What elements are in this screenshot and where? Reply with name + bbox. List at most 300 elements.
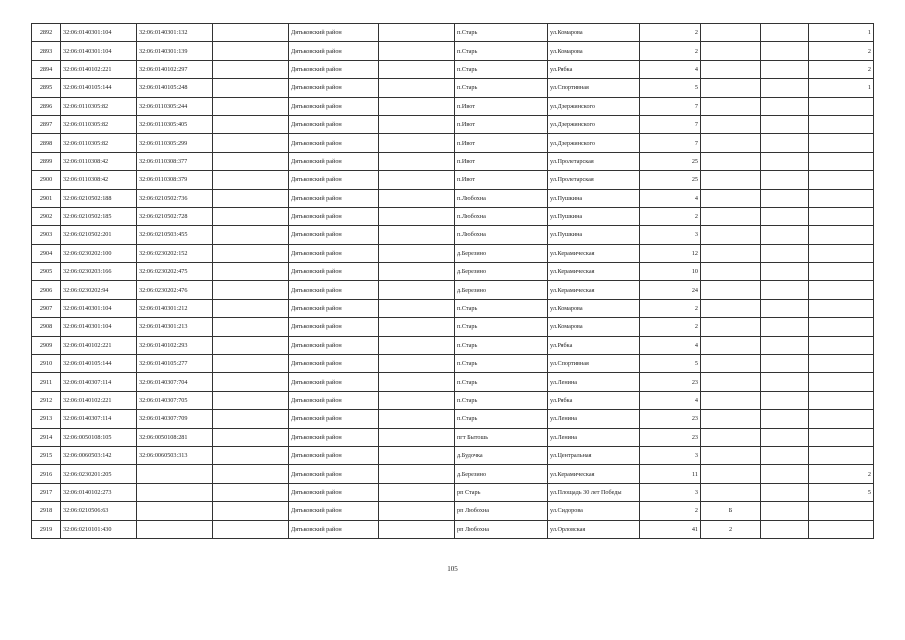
block-cell: [761, 244, 809, 262]
blank-cell: [379, 465, 455, 483]
cadastral-number-cell: [137, 465, 213, 483]
blank-cell: [213, 189, 289, 207]
building-cell: [701, 24, 761, 42]
apartment-cell: [809, 115, 874, 133]
street-cell: ул.Керамическая: [548, 263, 640, 281]
apartment-cell: [809, 263, 874, 281]
cadastral-number-cell: 32:06:0110305:299: [137, 134, 213, 152]
street-cell: ул.Пушкина: [548, 207, 640, 225]
block-cell: [761, 115, 809, 133]
apartment-cell: [809, 520, 874, 538]
parent-cadastral-number-cell: 32:06:0140105:144: [61, 79, 137, 97]
parent-cadastral-number-cell: 32:06:0210101:430: [61, 520, 137, 538]
district-cell: Дятьковский район: [289, 299, 379, 317]
apartment-cell: [809, 502, 874, 520]
row-number-cell: 2898: [32, 134, 61, 152]
house-number-cell: 5: [640, 355, 701, 373]
block-cell: [761, 152, 809, 170]
table-row: [32, 373, 874, 391]
settlement-cell: д.Березино: [455, 244, 548, 262]
block-cell: [761, 24, 809, 42]
blank-cell: [213, 299, 289, 317]
parent-cadastral-number-cell: 32:06:0230202:94: [61, 281, 137, 299]
building-cell: [701, 244, 761, 262]
parent-cadastral-number-cell: 32:06:0210502:185: [61, 207, 137, 225]
row-number-cell: 2911: [32, 373, 61, 391]
blank-cell: [213, 171, 289, 189]
street-cell: ул.Ленина: [548, 410, 640, 428]
building-cell: Б: [701, 502, 761, 520]
building-cell: [701, 281, 761, 299]
apartment-cell: [809, 299, 874, 317]
table-row: [32, 391, 874, 409]
house-number-cell: 2: [640, 318, 701, 336]
street-cell: ул.Спортивная: [548, 355, 640, 373]
district-cell: Дятьковский район: [289, 483, 379, 501]
apartment-cell: 2: [809, 60, 874, 78]
parent-cadastral-number-cell: 32:06:0140102:273: [61, 483, 137, 501]
cadastral-number-cell: 32:06:0050108:281: [137, 428, 213, 446]
parent-cadastral-number-cell: 32:06:0110305:82: [61, 134, 137, 152]
district-cell: Дятьковский район: [289, 207, 379, 225]
table-row: [32, 355, 874, 373]
street-cell: ул.Дзержинского: [548, 134, 640, 152]
parent-cadastral-number-cell: 32:06:0140301:104: [61, 24, 137, 42]
building-cell: [701, 483, 761, 501]
table-row: [32, 152, 874, 170]
blank-cell: [379, 373, 455, 391]
row-number-cell: 2894: [32, 60, 61, 78]
block-cell: [761, 226, 809, 244]
blank-cell: [213, 263, 289, 281]
street-cell: ул.Пушкина: [548, 226, 640, 244]
cadastral-number-cell: 32:06:0210503:455: [137, 226, 213, 244]
settlement-cell: п.Ивот: [455, 134, 548, 152]
cadastral-number-cell: 32:06:0110308:377: [137, 152, 213, 170]
parent-cadastral-number-cell: 32:06:0140301:104: [61, 42, 137, 60]
house-number-cell: 41: [640, 520, 701, 538]
block-cell: [761, 281, 809, 299]
street-cell: ул.Пушкина: [548, 189, 640, 207]
building-cell: 2: [701, 520, 761, 538]
parent-cadastral-number-cell: 32:06:0060503:142: [61, 446, 137, 464]
building-cell: [701, 336, 761, 354]
street-cell: ул.Центральная: [548, 446, 640, 464]
settlement-cell: п.Старь: [455, 24, 548, 42]
table-row: [32, 134, 874, 152]
district-cell: Дятьковский район: [289, 24, 379, 42]
block-cell: [761, 483, 809, 501]
blank-cell: [379, 446, 455, 464]
table-row: [32, 244, 874, 262]
table-row: [32, 79, 874, 97]
block-cell: [761, 428, 809, 446]
apartment-cell: [809, 373, 874, 391]
blank-cell: [379, 318, 455, 336]
blank-cell: [213, 24, 289, 42]
blank-cell: [379, 171, 455, 189]
blank-cell: [213, 226, 289, 244]
blank-cell: [213, 428, 289, 446]
settlement-cell: рп Любохна: [455, 520, 548, 538]
street-cell: ул.Керамическая: [548, 244, 640, 262]
cadastral-number-cell: 32:06:0210502:736: [137, 189, 213, 207]
house-number-cell: 2: [640, 299, 701, 317]
row-number-cell: 2905: [32, 263, 61, 281]
blank-cell: [213, 373, 289, 391]
blank-cell: [379, 428, 455, 446]
apartment-cell: [809, 171, 874, 189]
apartment-cell: [809, 244, 874, 262]
house-number-cell: 3: [640, 446, 701, 464]
table-row: [32, 299, 874, 317]
parent-cadastral-number-cell: 32:06:0210502:201: [61, 226, 137, 244]
district-cell: Дятьковский район: [289, 318, 379, 336]
blank-cell: [379, 244, 455, 262]
blank-cell: [379, 115, 455, 133]
table-row: [32, 207, 874, 225]
building-cell: [701, 299, 761, 317]
cadastral-number-cell: 32:06:0140301:212: [137, 299, 213, 317]
blank-cell: [379, 263, 455, 281]
settlement-cell: п.Старь: [455, 299, 548, 317]
blank-cell: [213, 465, 289, 483]
blank-cell: [379, 207, 455, 225]
house-number-cell: 7: [640, 115, 701, 133]
house-number-cell: 4: [640, 60, 701, 78]
block-cell: [761, 42, 809, 60]
blank-cell: [379, 281, 455, 299]
parent-cadastral-number-cell: 32:06:0110308:42: [61, 152, 137, 170]
table-body: [32, 24, 874, 539]
building-cell: [701, 391, 761, 409]
row-number-cell: 2906: [32, 281, 61, 299]
apartment-cell: 1: [809, 79, 874, 97]
blank-cell: [213, 355, 289, 373]
blank-cell: [213, 97, 289, 115]
settlement-cell: п.Старь: [455, 42, 548, 60]
street-cell: ул.Орловская: [548, 520, 640, 538]
parent-cadastral-number-cell: 32:06:0140301:104: [61, 318, 137, 336]
district-cell: Дятьковский район: [289, 410, 379, 428]
settlement-cell: п.Любохна: [455, 226, 548, 244]
house-number-cell: 11: [640, 465, 701, 483]
cadastral-number-cell: 32:06:0230202:475: [137, 263, 213, 281]
apartment-cell: [809, 446, 874, 464]
apartment-cell: [809, 189, 874, 207]
table-row: [32, 446, 874, 464]
cadastral-number-cell: 32:06:0140105:248: [137, 79, 213, 97]
settlement-cell: п.Старь: [455, 391, 548, 409]
street-cell: ул.Комарова: [548, 318, 640, 336]
settlement-cell: д.Березино: [455, 281, 548, 299]
district-cell: Дятьковский район: [289, 465, 379, 483]
apartment-cell: [809, 97, 874, 115]
block-cell: [761, 465, 809, 483]
blank-cell: [379, 189, 455, 207]
parent-cadastral-number-cell: 32:06:0110305:82: [61, 115, 137, 133]
blank-cell: [379, 410, 455, 428]
blank-cell: [213, 410, 289, 428]
register-sheet: [31, 23, 874, 539]
cadastral-number-cell: 32:06:0140301:132: [137, 24, 213, 42]
street-cell: ул.Сидорова: [548, 502, 640, 520]
row-number-cell: 2917: [32, 483, 61, 501]
district-cell: Дятьковский район: [289, 115, 379, 133]
apartment-cell: [809, 226, 874, 244]
row-number-cell: 2892: [32, 24, 61, 42]
block-cell: [761, 318, 809, 336]
blank-cell: [379, 79, 455, 97]
street-cell: ул.Площадь 30 лет Победы: [548, 483, 640, 501]
table-row: [32, 465, 874, 483]
parent-cadastral-number-cell: 32:06:0140307:114: [61, 410, 137, 428]
row-number-cell: 2909: [32, 336, 61, 354]
cadastral-number-cell: 32:06:0140102:297: [137, 60, 213, 78]
settlement-cell: п.Любохна: [455, 207, 548, 225]
row-number-cell: 2902: [32, 207, 61, 225]
parent-cadastral-number-cell: 32:06:0140105:144: [61, 355, 137, 373]
blank-cell: [379, 134, 455, 152]
district-cell: Дятьковский район: [289, 355, 379, 373]
blank-cell: [379, 60, 455, 78]
blank-cell: [213, 42, 289, 60]
apartment-cell: [809, 281, 874, 299]
cadastral-number-cell: 32:06:0140102:293: [137, 336, 213, 354]
block-cell: [761, 410, 809, 428]
settlement-cell: п.Любохна: [455, 189, 548, 207]
cadastral-number-cell: 32:06:0230202:476: [137, 281, 213, 299]
apartment-cell: 1: [809, 24, 874, 42]
row-number-cell: 2897: [32, 115, 61, 133]
table-row: [32, 520, 874, 538]
apartment-cell: 2: [809, 42, 874, 60]
block-cell: [761, 97, 809, 115]
blank-cell: [213, 483, 289, 501]
parent-cadastral-number-cell: 32:06:0140301:104: [61, 299, 137, 317]
block-cell: [761, 520, 809, 538]
page-number: 105: [447, 565, 458, 573]
parent-cadastral-number-cell: 32:06:0110308:42: [61, 171, 137, 189]
district-cell: Дятьковский район: [289, 263, 379, 281]
table-row: [32, 263, 874, 281]
blank-cell: [213, 502, 289, 520]
building-cell: [701, 79, 761, 97]
table-row: [32, 318, 874, 336]
settlement-cell: п.Ивот: [455, 115, 548, 133]
block-cell: [761, 60, 809, 78]
building-cell: [701, 263, 761, 281]
house-number-cell: 2: [640, 502, 701, 520]
blank-cell: [213, 134, 289, 152]
street-cell: ул.Рябка: [548, 336, 640, 354]
row-number-cell: 2904: [32, 244, 61, 262]
block-cell: [761, 207, 809, 225]
blank-cell: [213, 79, 289, 97]
settlement-cell: п.Старь: [455, 79, 548, 97]
street-cell: ул.Дзержинского: [548, 97, 640, 115]
settlement-cell: д.Березино: [455, 465, 548, 483]
district-cell: Дятьковский район: [289, 373, 379, 391]
street-cell: ул.Рябка: [548, 391, 640, 409]
table-row: [32, 428, 874, 446]
settlement-cell: п.Старь: [455, 355, 548, 373]
settlement-cell: п.Ивот: [455, 97, 548, 115]
district-cell: Дятьковский район: [289, 446, 379, 464]
district-cell: Дятьковский район: [289, 79, 379, 97]
apartment-cell: [809, 391, 874, 409]
blank-cell: [213, 244, 289, 262]
blank-cell: [213, 446, 289, 464]
cadastral-number-cell: 32:06:0060503:313: [137, 446, 213, 464]
district-cell: Дятьковский район: [289, 60, 379, 78]
building-cell: [701, 355, 761, 373]
row-number-cell: 2913: [32, 410, 61, 428]
street-cell: ул.Комарова: [548, 299, 640, 317]
cadastral-number-cell: 32:06:0110305:405: [137, 115, 213, 133]
settlement-cell: рп Любохна: [455, 502, 548, 520]
row-number-cell: 2893: [32, 42, 61, 60]
blank-cell: [379, 355, 455, 373]
blank-cell: [379, 299, 455, 317]
street-cell: ул.Рябка: [548, 60, 640, 78]
blank-cell: [213, 152, 289, 170]
blank-cell: [213, 281, 289, 299]
settlement-cell: п.Старь: [455, 318, 548, 336]
parent-cadastral-number-cell: 32:06:0230202:100: [61, 244, 137, 262]
building-cell: [701, 446, 761, 464]
table-row: [32, 171, 874, 189]
apartment-cell: 5: [809, 483, 874, 501]
row-number-cell: 2907: [32, 299, 61, 317]
parent-cadastral-number-cell: 32:06:0140102:221: [61, 391, 137, 409]
blank-cell: [379, 42, 455, 60]
district-cell: Дятьковский район: [289, 226, 379, 244]
table-row: [32, 42, 874, 60]
building-cell: [701, 171, 761, 189]
building-cell: [701, 42, 761, 60]
row-number-cell: 2914: [32, 428, 61, 446]
settlement-cell: п.Старь: [455, 60, 548, 78]
blank-cell: [379, 391, 455, 409]
table-row: [32, 189, 874, 207]
street-cell: ул.Ленина: [548, 428, 640, 446]
district-cell: Дятьковский район: [289, 171, 379, 189]
house-number-cell: 4: [640, 336, 701, 354]
building-cell: [701, 97, 761, 115]
street-cell: ул.Пролетарская: [548, 171, 640, 189]
row-number-cell: 2908: [32, 318, 61, 336]
blank-cell: [213, 520, 289, 538]
block-cell: [761, 336, 809, 354]
cadastral-number-cell: 32:06:0210502:728: [137, 207, 213, 225]
house-number-cell: 23: [640, 410, 701, 428]
street-cell: ул.Керамическая: [548, 281, 640, 299]
parent-cadastral-number-cell: 32:06:0210502:188: [61, 189, 137, 207]
house-number-cell: 23: [640, 428, 701, 446]
district-cell: Дятьковский район: [289, 520, 379, 538]
district-cell: Дятьковский район: [289, 134, 379, 152]
settlement-cell: пгт Бытошь: [455, 428, 548, 446]
blank-cell: [379, 520, 455, 538]
parent-cadastral-number-cell: 32:06:0140102:221: [61, 60, 137, 78]
row-number-cell: 2910: [32, 355, 61, 373]
cadastral-number-cell: 32:06:0140105:277: [137, 355, 213, 373]
blank-cell: [213, 336, 289, 354]
apartment-cell: [809, 336, 874, 354]
parent-cadastral-number-cell: 32:06:0050108:105: [61, 428, 137, 446]
building-cell: [701, 115, 761, 133]
block-cell: [761, 391, 809, 409]
settlement-cell: п.Старь: [455, 336, 548, 354]
table-row: [32, 60, 874, 78]
cadastral-number-cell: 32:06:0110305:244: [137, 97, 213, 115]
blank-cell: [213, 207, 289, 225]
district-cell: Дятьковский район: [289, 42, 379, 60]
building-cell: [701, 318, 761, 336]
apartment-cell: [809, 355, 874, 373]
table-row: [32, 483, 874, 501]
building-cell: [701, 410, 761, 428]
table-row: [32, 502, 874, 520]
blank-cell: [379, 24, 455, 42]
block-cell: [761, 171, 809, 189]
house-number-cell: 12: [640, 244, 701, 262]
block-cell: [761, 373, 809, 391]
row-number-cell: 2899: [32, 152, 61, 170]
row-number-cell: 2918: [32, 502, 61, 520]
row-number-cell: 2919: [32, 520, 61, 538]
row-number-cell: 2916: [32, 465, 61, 483]
district-cell: Дятьковский район: [289, 281, 379, 299]
row-number-cell: 2901: [32, 189, 61, 207]
cadastral-number-cell: 32:06:0110308:379: [137, 171, 213, 189]
cadastral-number-cell: [137, 502, 213, 520]
house-number-cell: 5: [640, 79, 701, 97]
block-cell: [761, 79, 809, 97]
district-cell: Дятьковский район: [289, 189, 379, 207]
apartment-cell: [809, 410, 874, 428]
district-cell: Дятьковский район: [289, 336, 379, 354]
parent-cadastral-number-cell: 32:06:0140102:221: [61, 336, 137, 354]
blank-cell: [213, 115, 289, 133]
settlement-cell: д.Будочка: [455, 446, 548, 464]
cadastral-number-cell: 32:06:0140301:213: [137, 318, 213, 336]
house-number-cell: 7: [640, 97, 701, 115]
street-cell: ул.Пролетарская: [548, 152, 640, 170]
table-row: [32, 24, 874, 42]
block-cell: [761, 189, 809, 207]
district-cell: Дятьковский район: [289, 391, 379, 409]
house-number-cell: 7: [640, 134, 701, 152]
district-cell: Дятьковский район: [289, 428, 379, 446]
cadastral-number-cell: 32:06:0140307:704: [137, 373, 213, 391]
building-cell: [701, 207, 761, 225]
apartment-cell: [809, 152, 874, 170]
street-cell: ул.Дзержинского: [548, 115, 640, 133]
row-number-cell: 2903: [32, 226, 61, 244]
apartment-cell: [809, 134, 874, 152]
row-number-cell: 2912: [32, 391, 61, 409]
apartment-cell: [809, 318, 874, 336]
apartment-cell: 2: [809, 465, 874, 483]
house-number-cell: 4: [640, 391, 701, 409]
table-row: [32, 226, 874, 244]
parent-cadastral-number-cell: 32:06:0210506:63: [61, 502, 137, 520]
table-row: [32, 336, 874, 354]
settlement-cell: п.Ивот: [455, 171, 548, 189]
table-row: [32, 410, 874, 428]
